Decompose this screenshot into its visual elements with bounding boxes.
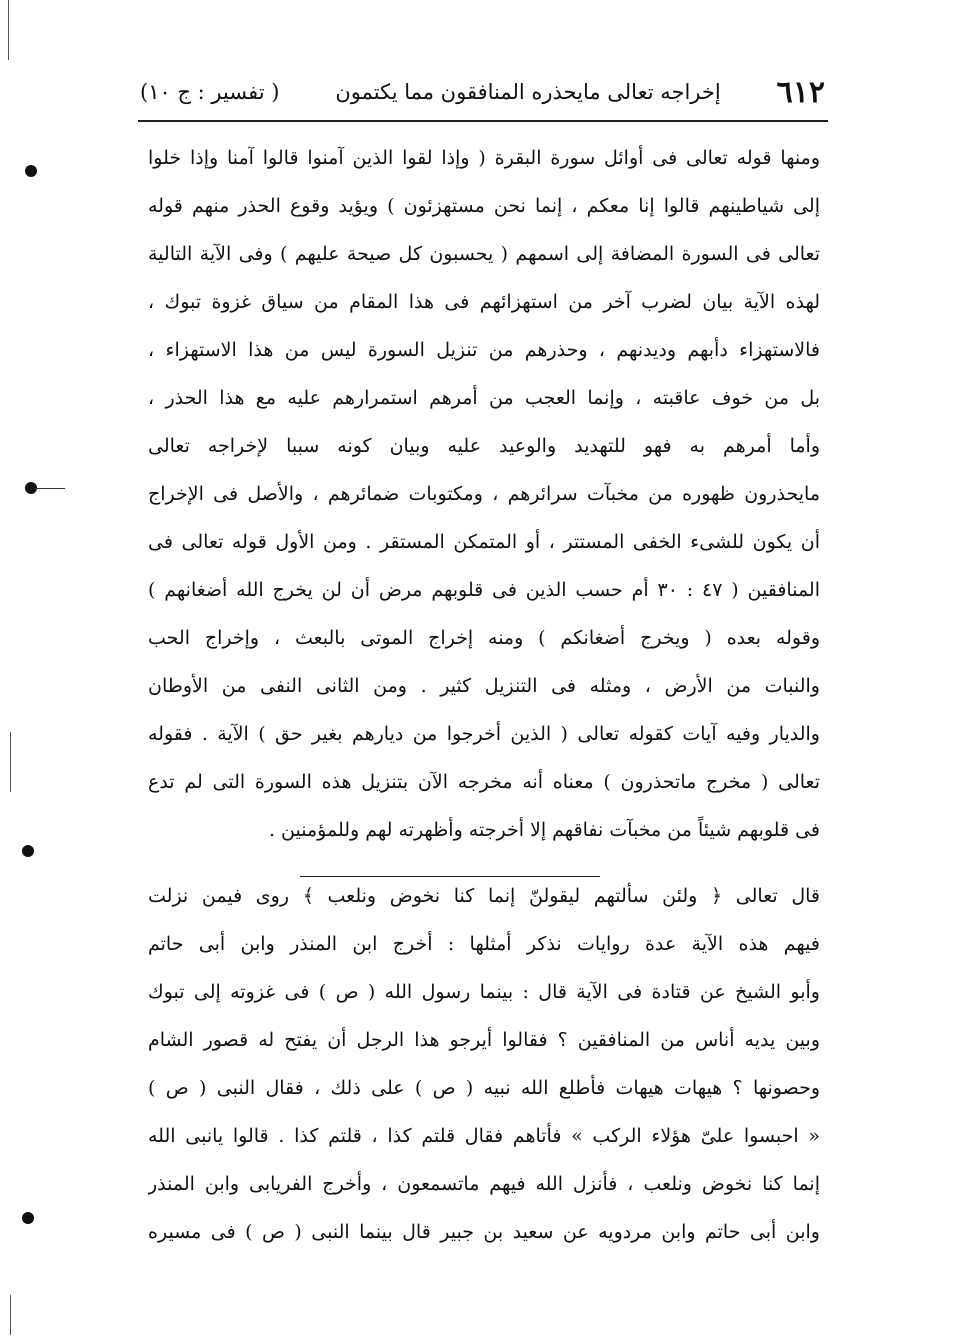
scan-edge-line: [10, 732, 11, 792]
text-line: لهذه الآية بيان لضرب آخر من استهزائهم فى هذا المقام من سياق غزوة تبوك ،: [148, 291, 820, 313]
text-line: « احبسوا علىّ هؤلاء الركب » فأتاهم فقال قلتم كذا ، قلتم كذا . قالوا يانبى الله: [148, 1125, 820, 1147]
page-header: [140, 68, 825, 116]
scan-mark: [35, 488, 65, 489]
binding-hole-icon: [25, 165, 37, 177]
binding-hole-icon: [22, 1212, 34, 1224]
scan-edge-line: [8, 0, 9, 60]
text-line: وأبو الشيخ عن قتادة فى الآية قال : بينما رسول الله ( ص ) فى غزوته إلى تبوك: [148, 981, 820, 1003]
text-line: إنما كنا نخوض ونلعب ، فأنزل الله فيهم ماتسمعون ، وأخرج الفريابى وابن المنذر: [148, 1173, 820, 1195]
running-title: إخراجه تعالى مايحذره المنافقون مما يكتمون: [335, 80, 721, 104]
text-line: وأما أمرهم به فهو للتهديد والوعيد عليه وبيان كونه سببا لإخراجه تعالى: [148, 435, 820, 457]
text-line: مايحذرون ظهوره من مخبآت سرائرهم ، ومكتوبات ضمائرهم ، والأصل فى الإخراج: [148, 483, 820, 505]
text-line: بل من خوف عاقبته ، وإنما العجب من أمرهم استمرارهم عليه مع هذا الحذر ،: [148, 387, 820, 409]
text-line: تعالى ( مخرج ماتحذرون ) معناه أنه مخرجه الآن بتنزيل هذه السورة التى لم تدع: [148, 771, 820, 793]
text-line: فى قلوبهم شيئاً من مخبآت نفاقهم إلا أخرجته وأظهرته لهم وللمؤمنين .: [268, 819, 820, 841]
text-line: فيهم هذه الآية عدة روايات نذكر أمثلها : أخرج ابن المنذر وابن أبى حاتم: [148, 933, 820, 955]
text-line: تعالى فى السورة المضافة إلى اسمهم ( يحسبون كل صيحة عليهم ) وفى الآية التالية: [148, 243, 820, 265]
text-line: والديار وفيه آيات كقوله تعالى ( الذين أخرجوا من ديارهم بغير حق ) الآية . فقوله: [148, 723, 820, 745]
text-line: ومنها قوله تعالى فى أوائل سورة البقرة ( وإذا لقوا الذين آمنوا قالوا آمنا وإذا خلوا: [148, 147, 820, 169]
text-line: وبين يديه أناس من المنافقين ؟ فقالوا أيرجو هذا الرجل أن يفتح له قصور الشام: [148, 1029, 820, 1051]
header-divider: [138, 120, 828, 122]
text-line: وقوله بعده ( ويخرج أضغانكم ) ومنه إخراج الموتى بالبعث ، وإخراج الحب: [148, 627, 820, 649]
text-line: فالاستهزاء دأبهم وديدنهم ، وحذرهم من تنزيل السورة ليس من هذا الاستهزاء ،: [148, 339, 820, 361]
text-line: وحصونها ؟ هيهات هيهات فأطلع الله نبيه ( ص ) على ذلك ، فقال النبى ( ص ): [148, 1077, 820, 1099]
text-line: المنافقين ( ٤٧ : ٣٠ أم حسب الذين فى قلوبهم مرض أن لن يخرج الله أضغانهم ): [148, 579, 820, 601]
text-line: أن يكون للشىء الخفى المستتر ، أو المتمكن المستقر . ومن الأول قوله تعالى فى: [148, 531, 820, 553]
scan-edge-line: [10, 1295, 11, 1335]
series-reference: ( تفسير : ج ١٠): [140, 80, 280, 104]
page-number: ٦١٢: [776, 74, 825, 110]
body-paragraph: [148, 134, 820, 854]
body-paragraph: [148, 872, 820, 1256]
text-line: قال تعالى ﴿ ولئن سألتهم ليقولنّ إنما كنا نخوض ونلعب ﴾ روى فيمن نزلت: [148, 885, 820, 907]
text-line: والنبات من الأرض ، ومثله فى التنزيل كثير . ومن الثانى النفى من الأوطان: [148, 675, 820, 697]
text-line: وابن أبى حاتم وابن مردويه عن سعيد بن جبير قال بينما النبى ( ص ) فى مسيره: [148, 1221, 820, 1243]
binding-hole-icon: [22, 845, 34, 857]
text-line: إلى شياطينهم قالوا إنا معكم ، إنما نحن مستهزئون ) ويؤيد وقوع الحذر منهم قوله: [148, 195, 820, 217]
